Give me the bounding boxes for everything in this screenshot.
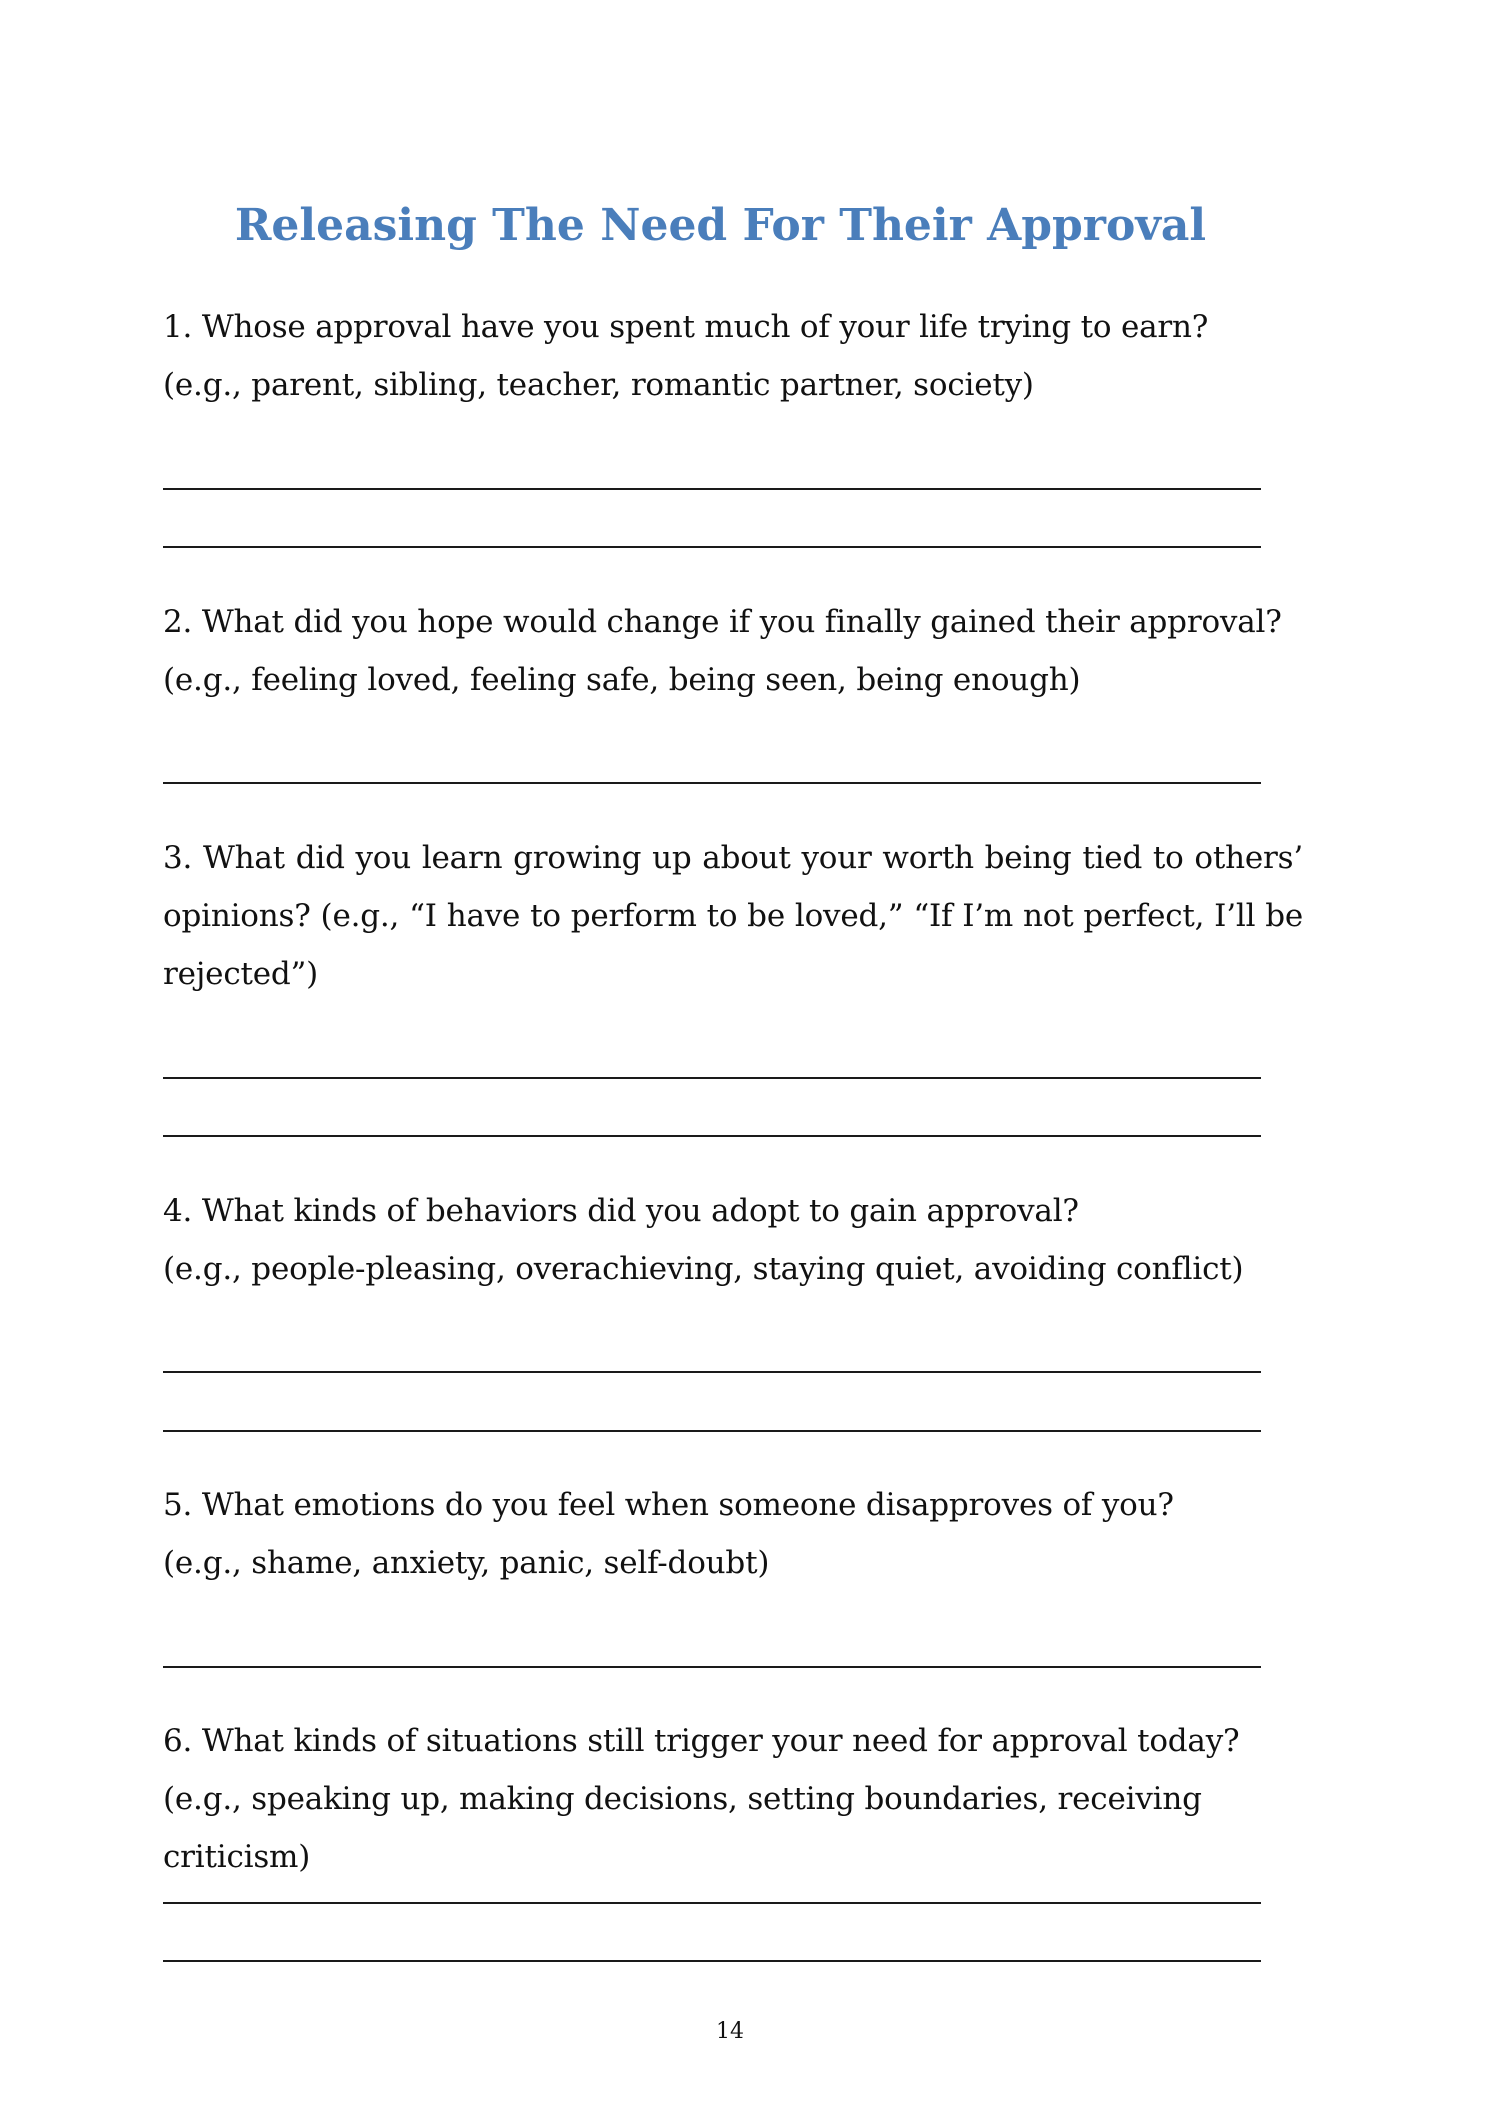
question-5 [163, 1476, 1303, 1592]
answer-line[interactable] [163, 1902, 1261, 1904]
question-2 [163, 593, 1303, 709]
question-3 [163, 829, 1303, 1003]
answer-line[interactable] [163, 1135, 1261, 1137]
question-1-prompt: 1. Whose approval have you spent much of your life trying to earn? [163, 309, 1209, 345]
question-5-example: (e.g., shame, anxiety, panic, self-doubt) [163, 1545, 770, 1581]
answer-line[interactable] [163, 1077, 1261, 1079]
question-1-example: (e.g., parent, sibling, teacher, romantic partner, society) [163, 367, 1034, 403]
answer-line[interactable] [163, 1666, 1261, 1668]
answer-line[interactable] [163, 1371, 1261, 1373]
question-4-example: (e.g., people-pleasing, overachieving, staying quiet, avoiding conflict) [163, 1251, 1244, 1287]
answer-line[interactable] [163, 1430, 1261, 1432]
answer-line[interactable] [163, 1960, 1261, 1962]
question-4-prompt: 4. What kinds of behaviors did you adopt to gain approval? [163, 1193, 1079, 1229]
question-6-prompt: 6. What kinds of situations still trigger your need for approval today? [163, 1723, 1240, 1759]
question-3-prompt: 3. What did you learn growing up about your worth being tied to others’ opinions? (e.g., “I have to perform to be loved,” “If I’m not perfect, I’ll be rejected”) [163, 840, 1303, 992]
page-number: 14 [716, 2019, 744, 2044]
question-4 [163, 1182, 1303, 1298]
question-6 [163, 1712, 1303, 1886]
question-2-example: (e.g., feeling loved, feeling safe, being seen, being enough) [163, 662, 1081, 698]
question-5-prompt: 5. What emotions do you feel when someone disapproves of you? [163, 1487, 1174, 1523]
answer-line[interactable] [163, 546, 1261, 548]
answer-line[interactable] [163, 782, 1261, 784]
question-6-example: (e.g., speaking up, making decisions, setting boundaries, receiving criticism) [163, 1781, 1202, 1875]
page-title: Releasing The Need For Their Approval [234, 200, 1207, 251]
question-2-prompt: 2. What did you hope would change if you finally gained their approval? [163, 604, 1282, 640]
question-1 [163, 298, 1303, 414]
answer-line[interactable] [163, 488, 1261, 490]
